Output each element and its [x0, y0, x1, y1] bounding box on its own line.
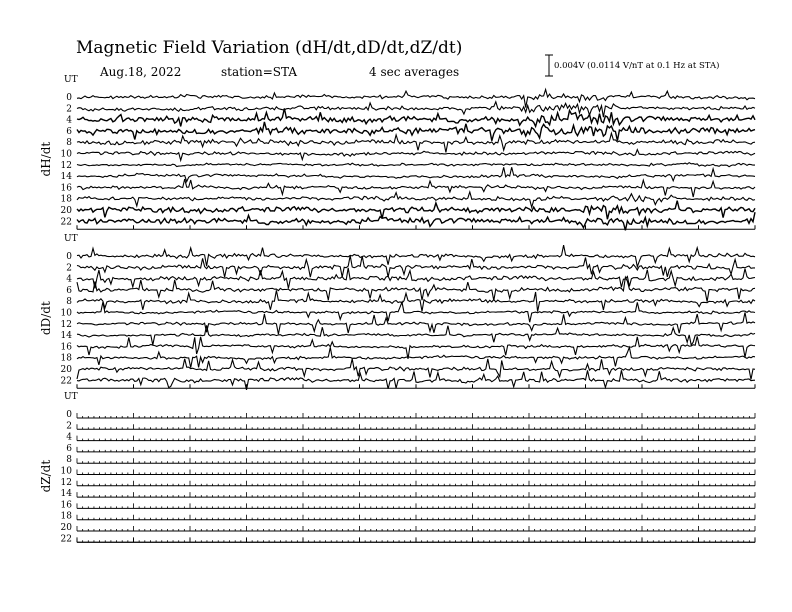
trace-line — [77, 90, 755, 108]
trace-line — [77, 179, 755, 197]
hour-label: 18 — [60, 511, 72, 522]
trace-line — [77, 192, 755, 207]
y-axis-label: dH/dt — [39, 141, 53, 177]
hour-label: 10 — [60, 149, 72, 160]
averaging-label: 4 sec averages — [369, 65, 460, 79]
hour-label: 0 — [66, 252, 72, 262]
hour-label: 10 — [60, 466, 72, 477]
hour-label: 22 — [60, 217, 72, 228]
hour-label: 8 — [66, 297, 72, 308]
date-label: Aug.18, 2022 — [100, 65, 182, 79]
trace-line — [77, 163, 755, 167]
trace-line — [77, 325, 755, 345]
chart-title: Magnetic Field Variation (dH/dt,dD/dt,dZ/dt) — [76, 38, 463, 58]
trace-line — [77, 167, 755, 181]
trace-line — [77, 256, 755, 278]
hour-label: 22 — [60, 534, 72, 545]
hour-label: 14 — [60, 331, 72, 342]
ut-label: UT — [64, 75, 78, 85]
panel-dz-dt — [39, 392, 755, 544]
trace-line — [77, 302, 755, 322]
hour-label: 6 — [66, 126, 72, 137]
hour-label: 20 — [60, 206, 72, 216]
hour-label: 12 — [60, 160, 72, 171]
hour-label: 20 — [60, 523, 72, 533]
scale-bar — [545, 55, 553, 76]
trace-line — [77, 347, 755, 367]
trace-line — [77, 313, 755, 335]
panel-dd-dt — [39, 234, 755, 390]
hour-label: 8 — [66, 455, 72, 466]
hour-label: 8 — [66, 138, 72, 149]
hour-label: 0 — [66, 93, 72, 103]
hour-label: 2 — [66, 104, 72, 115]
hour-label: 4 — [66, 432, 72, 443]
hour-label: 18 — [60, 353, 72, 364]
hour-label: 12 — [60, 319, 72, 330]
hour-label: 10 — [60, 308, 72, 319]
trace-line — [77, 336, 755, 359]
trace-line — [77, 201, 755, 220]
y-axis-label: dZ/dt — [39, 459, 53, 493]
scale-note: 0.004V (0.0114 V/nT at 0.1 Hz at STA) — [554, 61, 720, 71]
hour-label: 6 — [66, 285, 72, 296]
trace-line — [77, 122, 755, 141]
trace-line — [77, 150, 755, 161]
hour-label: 14 — [60, 172, 72, 183]
hour-label: 18 — [60, 194, 72, 205]
panel-dh-dt — [39, 75, 755, 230]
trace-line — [77, 133, 755, 152]
trace-line — [77, 102, 755, 117]
ut-label: UT — [64, 234, 78, 244]
hour-label: 0 — [66, 410, 72, 420]
hour-label: 14 — [60, 489, 72, 500]
hour-label: 12 — [60, 477, 72, 488]
y-axis-label: dD/dt — [39, 301, 53, 336]
hour-label: 4 — [66, 274, 72, 285]
ut-label: UT — [64, 392, 78, 402]
hour-label: 2 — [66, 263, 72, 274]
station-label: station=STA — [221, 65, 298, 79]
trace-line — [77, 359, 755, 380]
trace-line — [77, 245, 755, 267]
hour-label: 20 — [60, 365, 72, 375]
trace-line — [77, 290, 755, 311]
hour-label: 6 — [66, 443, 72, 454]
hour-label: 4 — [66, 115, 72, 126]
hour-label: 16 — [60, 183, 72, 194]
trace-line — [77, 268, 755, 289]
hour-label: 22 — [60, 376, 72, 387]
hour-label: 16 — [60, 500, 72, 511]
hour-label: 16 — [60, 342, 72, 353]
hour-label: 2 — [66, 421, 72, 432]
